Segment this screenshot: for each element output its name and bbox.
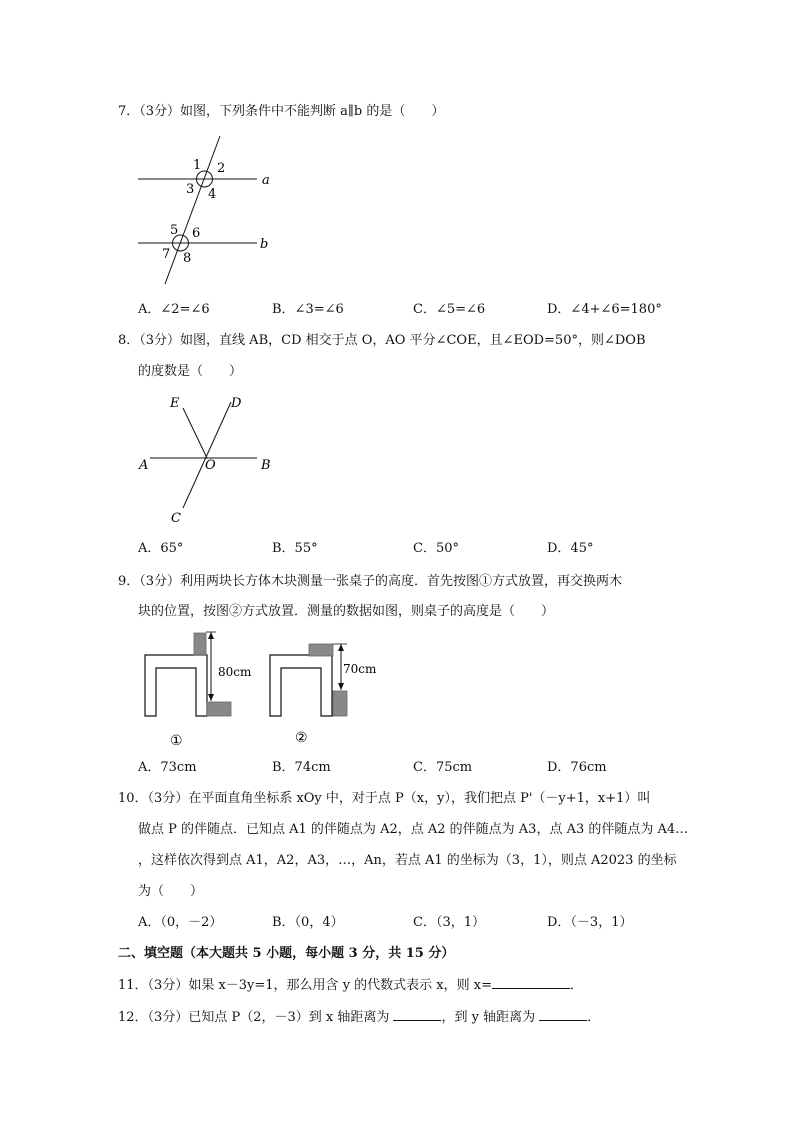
q7-text: 7．（3分）如图，下列条件中不能判断 a∥b 的是（ ） xyxy=(118,104,445,119)
block-top-2 xyxy=(309,644,333,656)
point-b-label: B xyxy=(261,458,271,473)
point-e-label: E xyxy=(170,396,180,411)
q8-intersecting-lines-figure xyxy=(130,390,290,530)
fig2-measure-label: 70cm xyxy=(343,662,377,676)
q9-option-a[interactable]: A．73cm xyxy=(138,760,197,775)
angle-8-label: 8 xyxy=(183,251,192,266)
q10-option-b[interactable]: B．（0，4） xyxy=(272,915,344,930)
block-bottom-2 xyxy=(333,691,347,716)
q10-option-c[interactable]: C．（3，1） xyxy=(413,915,485,930)
block-bottom-1 xyxy=(207,702,231,716)
q11 xyxy=(118,976,583,995)
section-2-heading: 二、填空题（本大题共 5 小题，每小题 3 分，共 15 分） xyxy=(118,946,455,961)
q9-option-b[interactable]: B．74cm xyxy=(272,760,331,775)
point-o-label: O xyxy=(205,458,216,473)
q9-text-line1: 9．（3分）利用两块长方体木块测量一张桌子的高度．首先按图①方式放置，再交换两木 xyxy=(118,574,623,589)
q8-option-c[interactable]: C．50° xyxy=(413,541,459,556)
q7-option-d[interactable]: D．∠4+∠6=180° xyxy=(547,302,662,317)
q11-end: ． xyxy=(570,978,584,993)
q8-text-line1: 8．（3分）如图，直线 AB，CD 相交于点 O，AO 平分∠COE，且∠EOD=50°，则∠DOB xyxy=(118,333,646,348)
point-a-label: A xyxy=(139,458,149,473)
angle-5-label: 5 xyxy=(170,223,179,238)
q10-option-d[interactable]: D．（－3，1） xyxy=(547,915,633,930)
q9-figure-1 xyxy=(140,628,260,753)
angle-6-label: 6 xyxy=(192,226,201,241)
q9-text-line2: 块的位置，按图②方式放置．测量的数据如图，则桌子的高度是（ ） xyxy=(138,604,555,619)
q8-text-line2: 的度数是（ ） xyxy=(138,364,243,379)
angle-3-label: 3 xyxy=(186,182,195,197)
angle-4-label: 4 xyxy=(208,187,217,202)
q9-figure-2 xyxy=(265,628,395,753)
angle-1-label: 1 xyxy=(193,158,202,173)
q12 xyxy=(118,1008,600,1027)
point-c-label: C xyxy=(171,511,181,526)
point-d-label: D xyxy=(231,396,242,411)
q12-end: ． xyxy=(587,1010,601,1025)
line-a-label: a xyxy=(262,173,270,188)
q8-option-a[interactable]: A．65° xyxy=(138,541,184,556)
q10-text-line2: 做点 P 的伴随点．已知点 A1 的伴随点为 A2，点 A2 的伴随点为 A3，点 A3 的伴随点为 A4… xyxy=(138,822,689,837)
q12-answer-blank-x[interactable] xyxy=(393,1008,441,1021)
q12-mid: ，到 y 轴距离为 xyxy=(441,1010,536,1025)
q12-text: 12．（3分）已知点 P（2，－3）到 x 轴距离为 xyxy=(118,1010,390,1025)
q12-answer-blank-y[interactable] xyxy=(539,1008,587,1021)
q7-option-c[interactable]: C．∠5=∠6 xyxy=(413,302,486,317)
fig2-caption: ② xyxy=(295,730,308,746)
line-cd xyxy=(183,402,231,508)
q10-text-line4: 为（ ） xyxy=(138,884,204,899)
q10-text-line1: 10．（3分）在平面直角坐标系 xOy 中，对于点 P（x，y），我们把点 P'（－y+1，x+1）叫 xyxy=(118,791,651,806)
q7-parallel-lines-figure xyxy=(130,130,280,290)
q11-answer-blank[interactable] xyxy=(492,976,570,989)
q7-option-b[interactable]: B．∠3=∠6 xyxy=(272,302,344,317)
q10-text-line3: ，这样依次得到点 A1，A2，A3，…，An，若点 A1 的坐标为（3，1），则点 A2023 的坐标 xyxy=(138,853,677,868)
q7-option-a[interactable]: A．∠2=∠6 xyxy=(138,302,210,317)
q10-option-a[interactable]: A．（0，－2） xyxy=(138,915,223,930)
fig1-measure-label: 80cm xyxy=(218,665,252,679)
ray-oe xyxy=(183,408,207,458)
angle-2-label: 2 xyxy=(217,161,226,176)
q8-option-b[interactable]: B．55° xyxy=(272,541,318,556)
q9-option-c[interactable]: C．75cm xyxy=(413,760,473,775)
angle-7-label: 7 xyxy=(162,247,171,262)
fig1-caption: ① xyxy=(170,733,183,749)
block-top-1 xyxy=(194,633,206,655)
line-b-label: b xyxy=(260,237,269,252)
q9-option-d[interactable]: D．76cm xyxy=(547,760,607,775)
table-1 xyxy=(145,655,207,716)
table-2 xyxy=(270,655,332,716)
q8-option-d[interactable]: D．45° xyxy=(547,541,594,556)
q11-text: 11．（3分）如果 x－3y=1，那么用含 y 的代数式表示 x，则 x= xyxy=(118,978,492,993)
